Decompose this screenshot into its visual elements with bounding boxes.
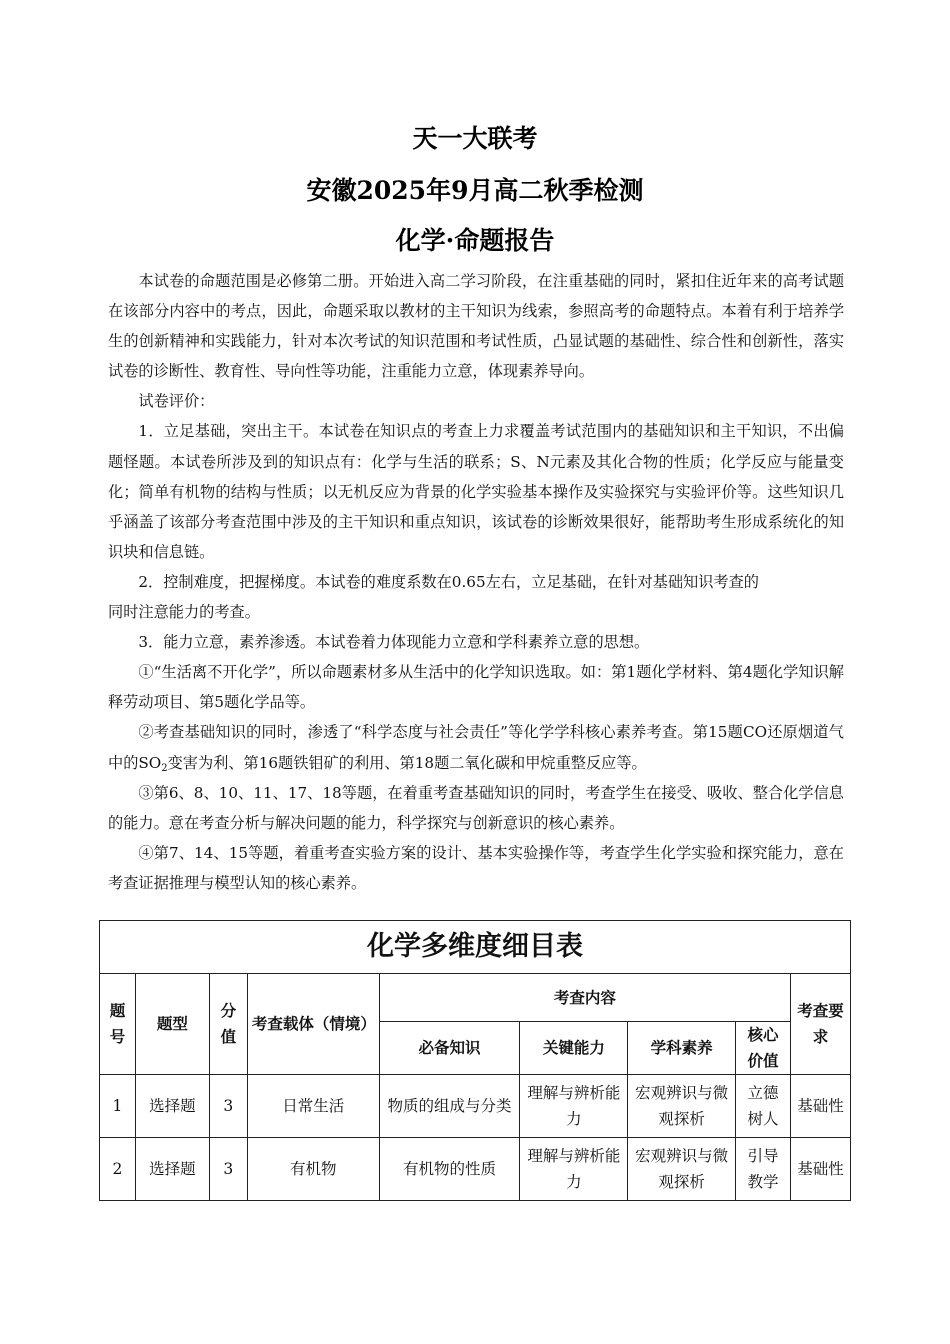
header-score: 分值 [209, 974, 247, 1075]
intro-paragraph: 本试卷的命题范围是必修第二册。开始进入高二学习阶段，在注重基础的同时，紧扣住近年来的高考试题在该部分内容中的考点，因此，命题采取以教材的主干知识为线索，参照高考的命题特点。本着有利于培养学生的创新精神和实践能力，针对本次考试的知识范围和考试性质，凸显试题的基础性、综合性和创新性，落实试卷的诊断性、教育性、导向性等功能，注重能力立意，体现素养导向。 [108, 272, 844, 381]
header-carrier: 考查载体（情境） [247, 974, 379, 1075]
header-number: 题号 [100, 974, 136, 1075]
table-row [100, 1138, 851, 1201]
detail-table [99, 920, 851, 1201]
cell-value: 引导教学 [736, 1138, 791, 1201]
header-type: 题型 [135, 974, 209, 1075]
cell-requirement: 基础性 [791, 1138, 851, 1201]
cell-score: 3 [209, 1075, 247, 1138]
cell-knowledge: 物质的组成与分类 [379, 1075, 520, 1138]
point-1: 1．立足基础，突出主干。本试卷在知识点的考查上力求覆盖考试范围内的基础知识和主干知识，不出偏题怪题。本试卷所涉及到的知识点有：化学与生活的联系；S、N元素及其化合物的性质；化学反应与能量变化；简单有机物的结构与性质；以无机反应为背景的化学实验基本操作及实验探究与实验评价等。这些知识几乎涵盖了该部分考查范围中涉及的主干知识和重点知识，该试卷的诊断效果很好，能帮助考生形成系统化的知识块和信息链。 [108, 422, 844, 561]
point-2-line-2: 同时注意能力的考查。 [108, 603, 260, 622]
report-body [108, 266, 844, 898]
header-requirement: 考查要求 [791, 974, 851, 1075]
so2-subscript: 2 [161, 762, 168, 774]
header-value: 核心价值 [736, 1022, 791, 1075]
sub-point-1: ①“生活离不开化学”，所以命题素材多从生活中的化学知识选取。如：第1题化学材料、第4题化学知识解释劳动项目、第5题化学品等。 [108, 663, 844, 712]
cell-ability: 理解与辨析能力 [520, 1138, 628, 1201]
table-caption: 化学多维度细目表 [100, 921, 851, 974]
cell-value: 立德树人 [736, 1075, 791, 1138]
sub-point-3: ③第6、8、10、11、17、18等题，在着重考查基础知识的同时，考查学生在接受、吸收、整合化学信息的能力。意在考查分析与解决问题的能力，科学探究与创新意识的核心素养。 [108, 783, 844, 832]
cell-score: 3 [209, 1138, 247, 1201]
evaluation-heading: 试卷评价： [138, 392, 215, 411]
point-2-line-1: 2．控制难度，把握梯度。本试卷的难度系数在0.65左右，立足基础，在针对基础知识考查的 [138, 572, 759, 591]
cell-requirement: 基础性 [791, 1075, 851, 1138]
header-ability: 关键能力 [520, 1022, 628, 1075]
sub-point-2-text-a: ②考查基础知识的同时，渗透了“科学态度与社会责任”等化学学科核心素养考查。第15题CO还原烟道气中的SO [108, 723, 844, 772]
header-knowledge: 必备知识 [379, 1022, 520, 1075]
org-title: 天一大联考 [412, 124, 538, 153]
sub-point-2 [108, 717, 844, 777]
cell-type: 选择题 [135, 1075, 209, 1138]
sub-point-2-text-b: 变害为利、第16题铁钼矿的利用、第18题二氧化碳和甲烷重整反应等。 [167, 753, 647, 772]
cell-carrier: 有机物 [247, 1138, 379, 1201]
cell-number: 1 [100, 1075, 136, 1138]
cell-knowledge: 有机物的性质 [379, 1138, 520, 1201]
exam-title: 安徽2025年9月高二秋季检测 [306, 176, 644, 205]
cell-type: 选择题 [135, 1138, 209, 1201]
header-content: 考查内容 [379, 974, 790, 1022]
header-literacy: 学科素养 [628, 1022, 736, 1075]
point-3: 3．能力立意，素养渗透。本试卷着力体现能力立意和学科素养立意的思想。 [138, 633, 650, 652]
sub-point-4: ④第7、14、15等题，着重考查实验方案的设计、基本实验操作等，考查学生化学实验和探究能力，意在考查证据推理与模型认知的核心素养。 [108, 843, 844, 892]
cell-literacy: 宏观辨识与微观探析 [628, 1075, 736, 1138]
cell-ability: 理解与辨析能力 [520, 1075, 628, 1138]
cell-literacy: 宏观辨识与微观探析 [628, 1138, 736, 1201]
document-title: 化学·命题报告 [395, 226, 555, 255]
table-row [100, 1075, 851, 1138]
cell-carrier: 日常生活 [247, 1075, 379, 1138]
cell-number: 2 [100, 1138, 136, 1201]
